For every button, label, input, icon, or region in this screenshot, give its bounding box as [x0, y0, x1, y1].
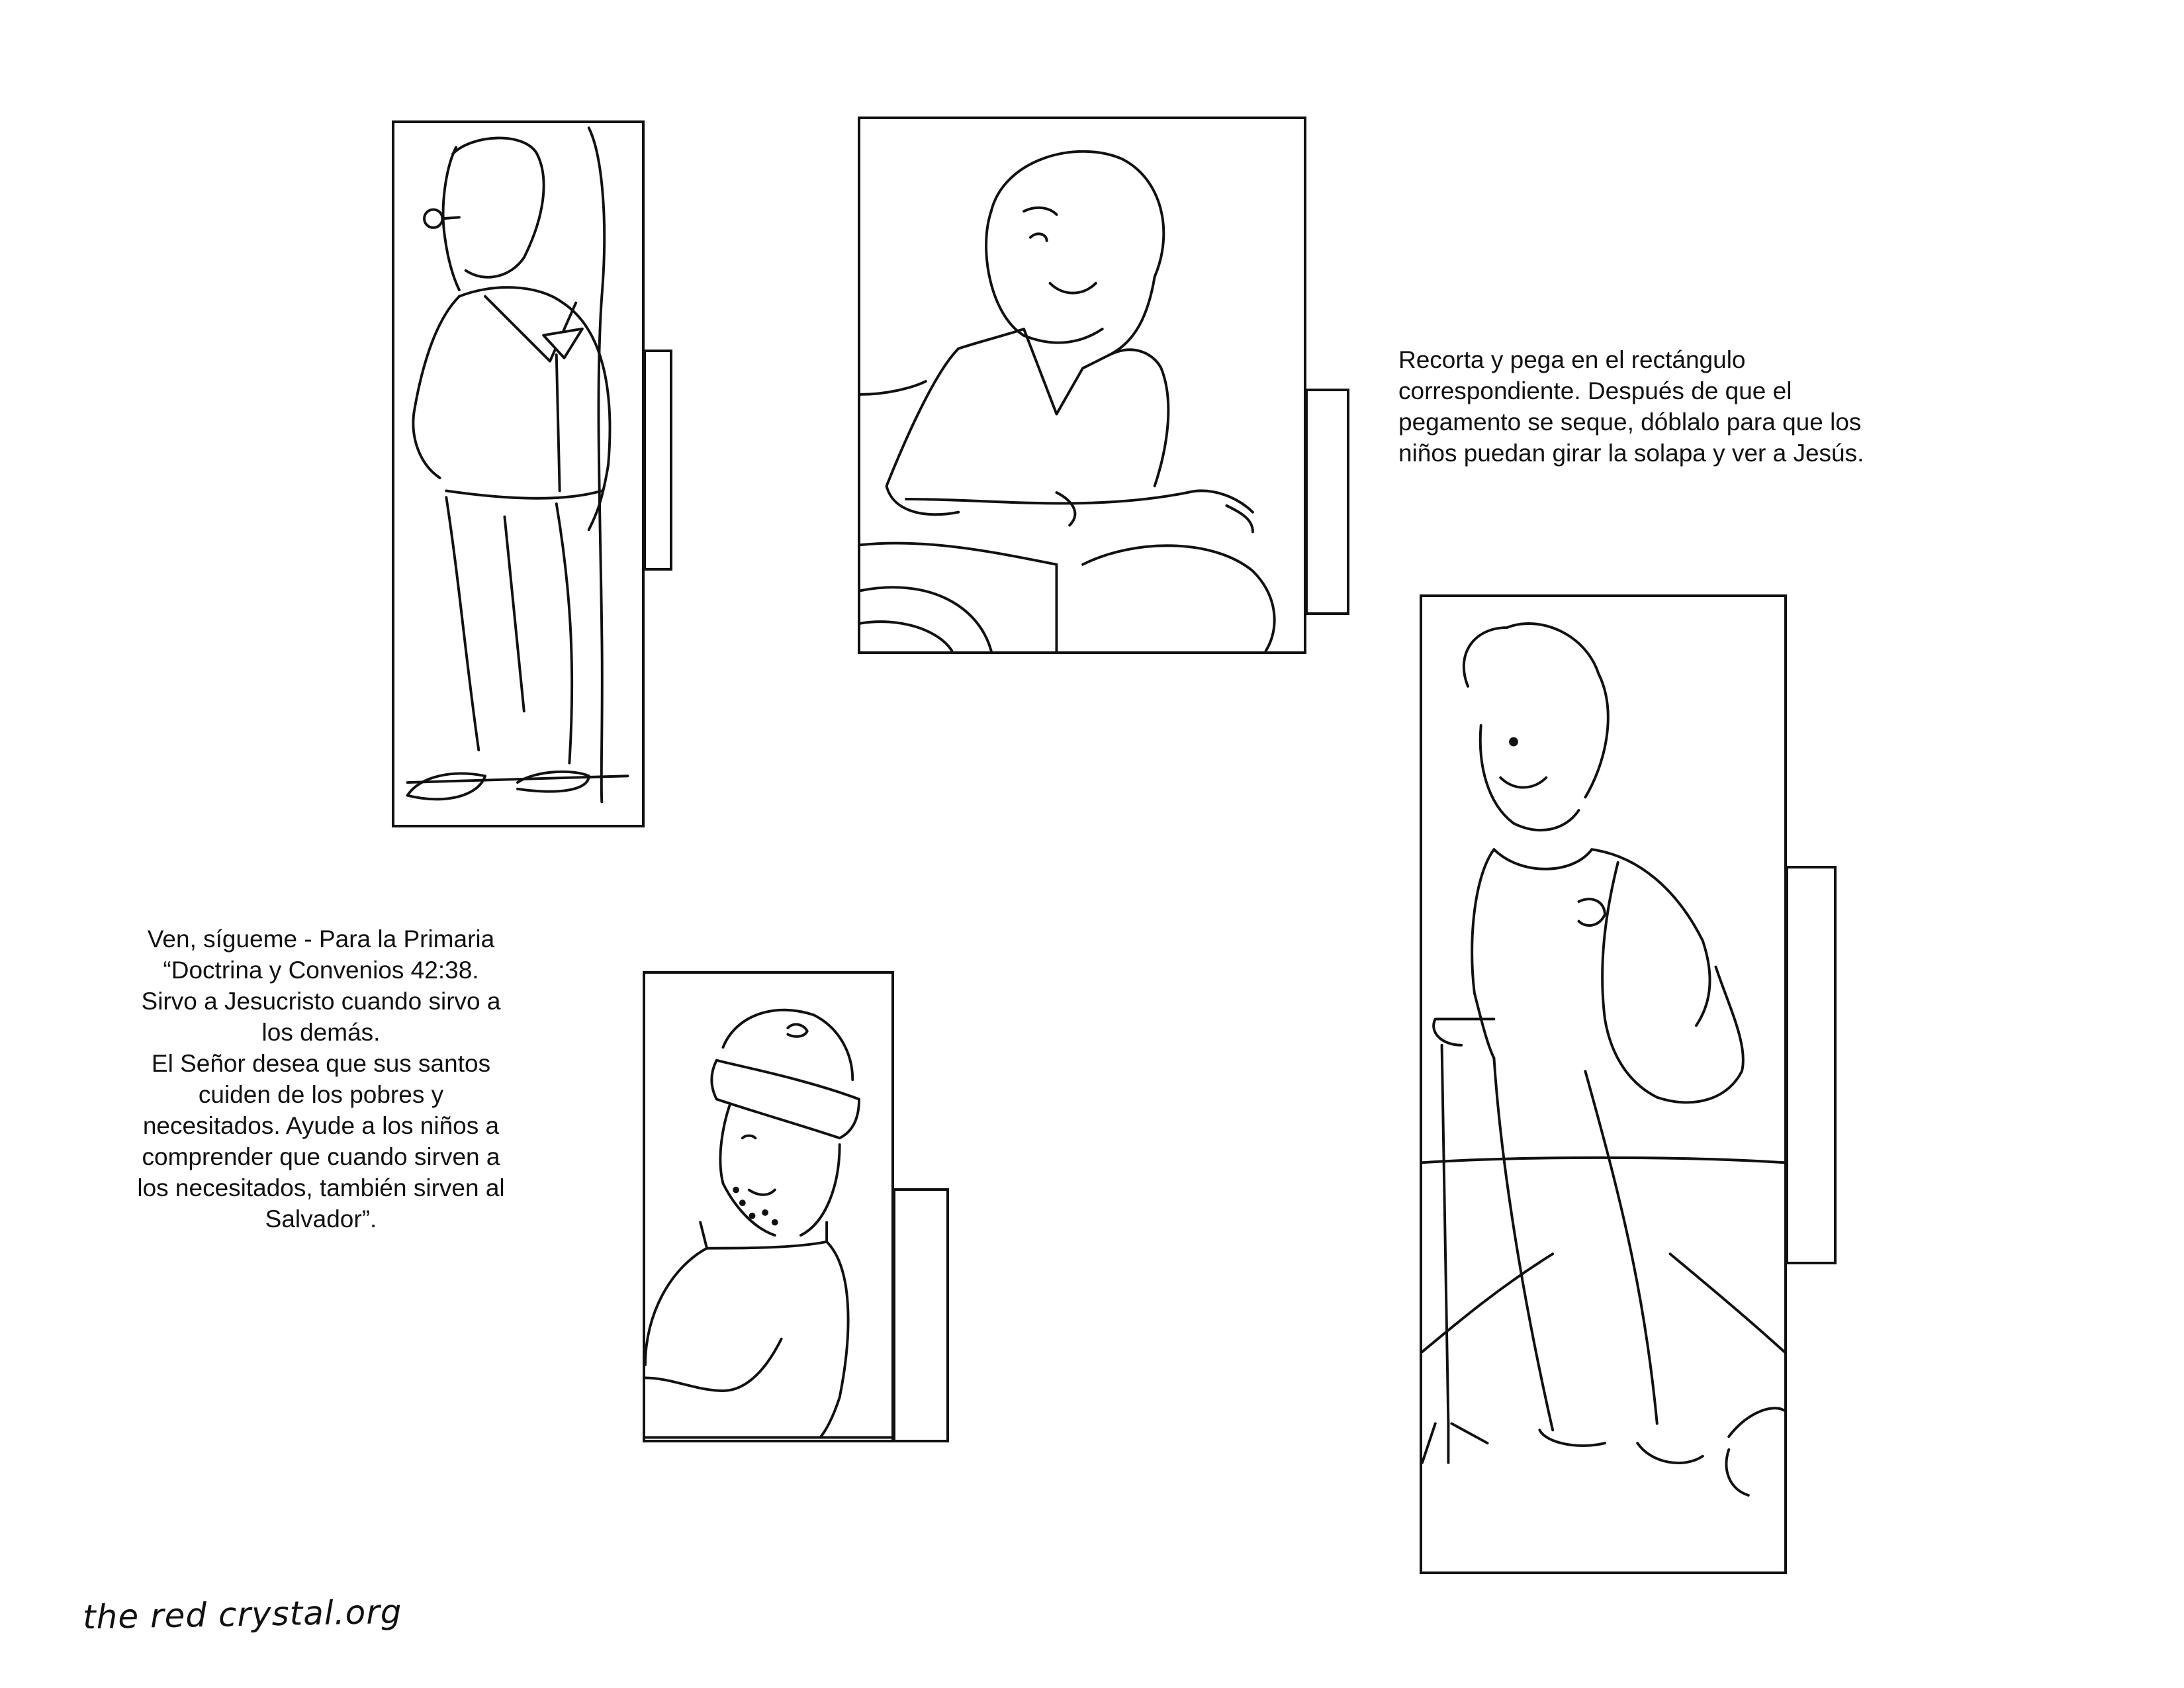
bearded-man-hat-drawing — [645, 974, 891, 1440]
instructions-text — [1398, 344, 1968, 469]
instructions-line: Recorta y pega en el rectángulo — [1398, 346, 1746, 373]
card-man-in-chair — [858, 117, 1306, 654]
lesson-line: necesitados. Ayude a los niños a — [142, 1112, 500, 1139]
site-logo — [82, 1592, 402, 1662]
lesson-line: Ven, sígueme - Para la Primaria — [147, 925, 495, 953]
tab-old-man-suspenders — [643, 350, 672, 571]
card-old-man-suspenders — [392, 120, 645, 827]
tab-man-in-chair — [1305, 389, 1349, 615]
tab-woman-with-cane — [1786, 866, 1837, 1264]
instructions-line: niños puedan girar la solapa y ver a Jesús. — [1398, 440, 1864, 467]
lesson-text — [96, 923, 546, 1235]
card-woman-with-cane — [1420, 594, 1787, 1574]
instructions-line: correspondiente. Después de que el — [1398, 377, 1792, 404]
lesson-line: comprender que cuando sirven a — [142, 1143, 500, 1170]
tab-man-with-hat — [893, 1188, 949, 1442]
seated-man-drawing — [860, 119, 1304, 651]
lesson-line: cuiden de los pobres y — [198, 1081, 444, 1108]
lesson-line: El Señor desea que sus santos — [151, 1050, 491, 1077]
lesson-line: los necesitados, también sirven al — [137, 1174, 505, 1201]
card-man-with-hat — [643, 971, 894, 1442]
lesson-line: los demás. — [261, 1019, 381, 1046]
lesson-line: Sirvo a Jesucristo cuando sirvo a — [141, 988, 501, 1015]
logo-text: the red crystal.org — [82, 1592, 402, 1637]
instructions-line: pegamento se seque, dóblalo para que los — [1398, 408, 1862, 436]
lesson-line: Salvador”. — [265, 1205, 377, 1233]
lesson-line: “Doctrina y Convenios 42:38. — [163, 957, 479, 984]
old-man-suspenders-drawing — [394, 123, 642, 825]
elderly-woman-cane-drawing — [1422, 597, 1784, 1571]
